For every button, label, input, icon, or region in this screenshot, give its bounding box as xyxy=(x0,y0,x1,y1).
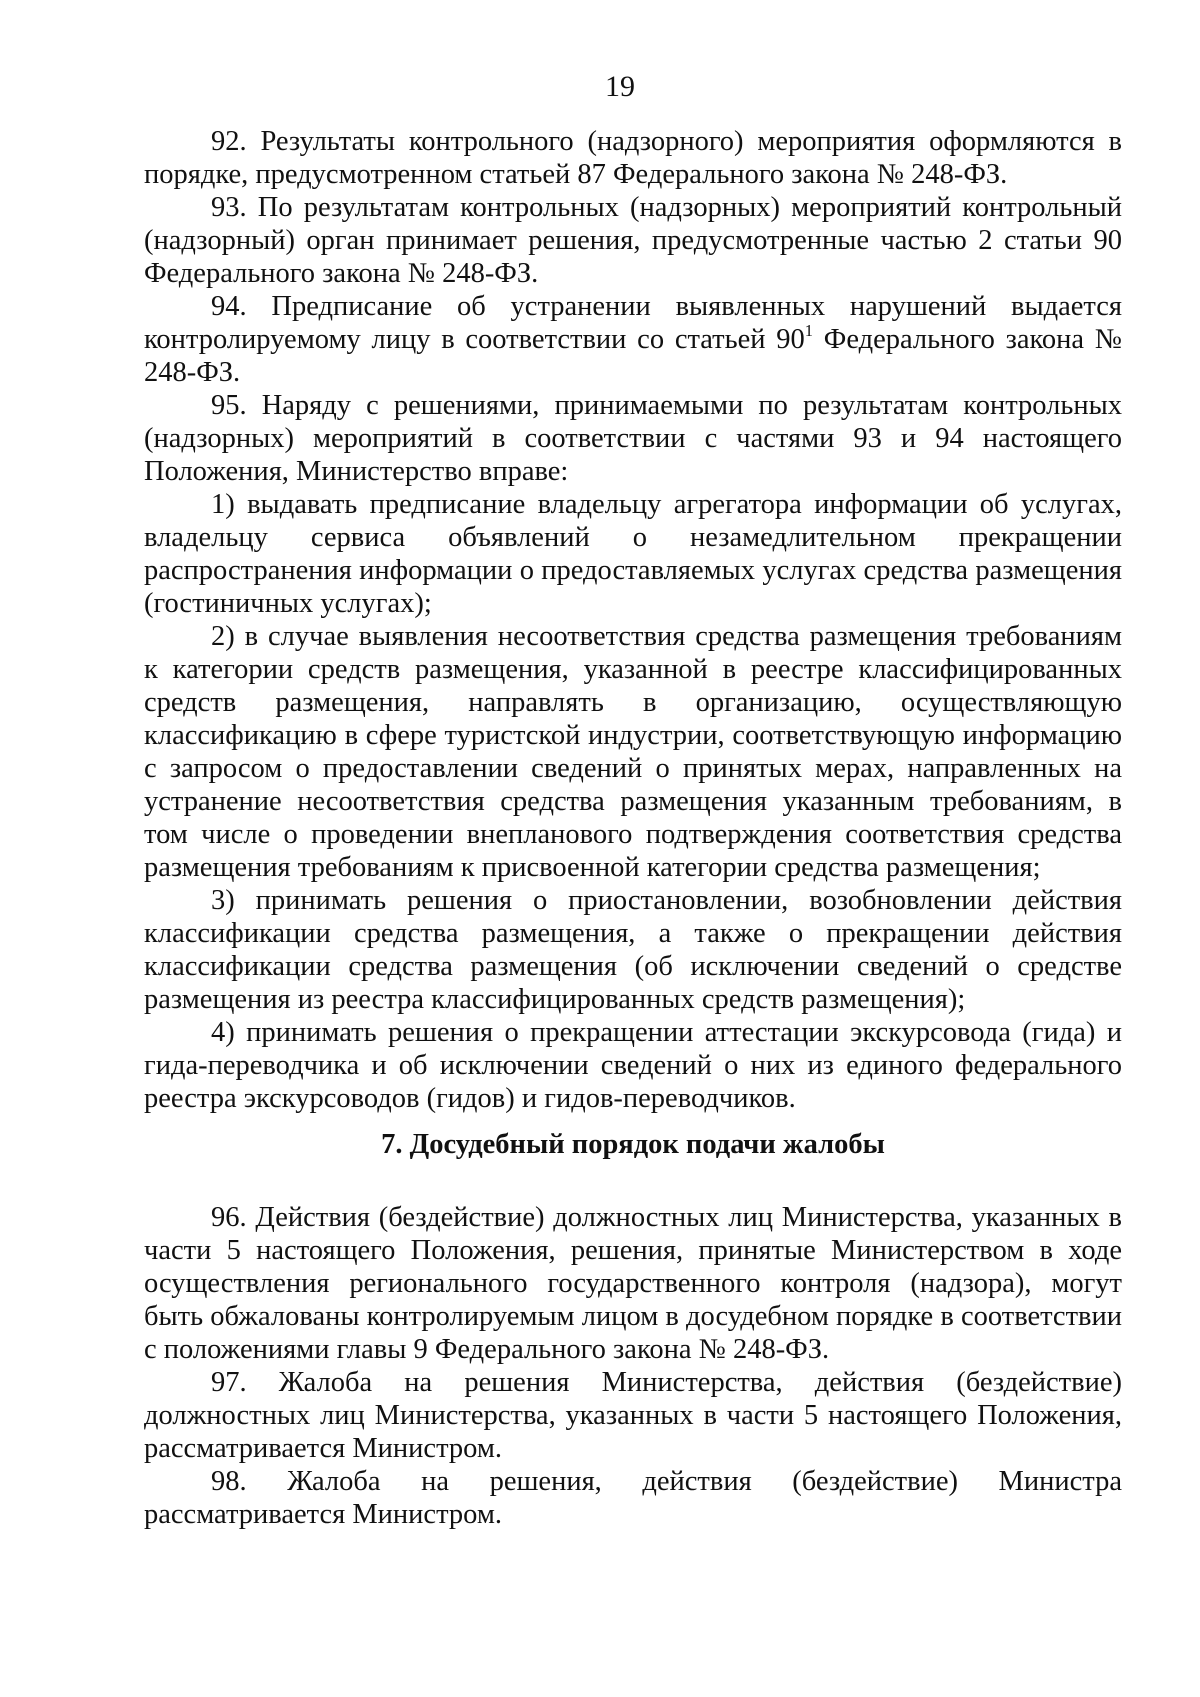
paragraph-94 xyxy=(144,290,1122,389)
paragraph-94-text-after: Федерального закона № 248-ФЗ. xyxy=(144,324,1122,388)
paragraph-95-item-2: 2) в случае выявления несоответствия средства размещения требованиям к категории средств размещения, указанной в реестре классифицированных средств размещения, направлять в организацию, осуществляющую классификацию в сфере туристской индустрии, соответствующую информацию с запросом о предоставлении сведений о принятых мерах, направленных на устранение несоответствия средства размещения указанным требованиям, в том числе о проведении внепланового подтверждения соответствия средства размещения требованиям к присвоенной категории средства размещения; xyxy=(144,621,1122,883)
body-text-bottom xyxy=(144,1201,1122,1531)
paragraph-95-item-1: 1) выдавать предписание владельцу агрегатора информации об услугах, владельцу сервиса объявлений о незамедлительном прекращении распространения информации о предоставляемых услугах средства размещения (гостиничных услугах); xyxy=(144,489,1122,619)
paragraph-96: 96. Действия (бездействие) должностных лиц Министерства, указанных в части 5 настоящего Положения, решения, принятые Министерством в ходе осуществления регионального государственного контроля (надзора), могут быть обжалованы контролируемым лицом в досудебном порядке в соответствии с положениями главы 9 Федерального закона № 248-ФЗ. xyxy=(144,1202,1122,1365)
section-heading: 7. Досудебный порядок подачи жалобы xyxy=(381,1129,885,1160)
page-number: 19 xyxy=(605,70,635,103)
paragraph-98: 98. Жалоба на решения, действия (бездействие) Министра рассматривается Министром. xyxy=(144,1466,1122,1530)
body-text-top xyxy=(144,125,1122,1115)
paragraph-92: 92. Результаты контрольного (надзорного) мероприятия оформляются в порядке, предусмотренном статьей 87 Федерального закона № 248-ФЗ. xyxy=(144,126,1122,190)
paragraph-94-superscript: 1 xyxy=(804,321,814,341)
paragraph-94-text-before: 94. Предписание об устранении выявленных нарушений выдается контролируемому лицу в соответствии со статьей 90 xyxy=(144,291,1122,355)
paragraph-95-item-3: 3) принимать решения о приостановлении, возобновлении действия классификации средства размещения, а также о прекращении действия классификации средства размещения (об исключении сведений о средстве размещения из реестра классифицированных средств размещения); xyxy=(144,885,1122,1015)
paragraph-97: 97. Жалоба на решения Министерства, действия (бездействие) должностных лиц Министерства, указанных в части 5 настоящего Положения, рассматривается Министром. xyxy=(144,1367,1122,1464)
paragraph-93: 93. По результатам контрольных (надзорных) мероприятий контрольный (надзорный) орган принимает решения, предусмотренные частью 2 статьи 90 Федерального закона № 248-ФЗ. xyxy=(144,192,1122,289)
paragraph-95: 95. Наряду с решениями, принимаемыми по результатам контрольных (надзорных) мероприятий в соответствии с частями 93 и 94 настоящего Положения, Министерство вправе: xyxy=(144,390,1122,487)
paragraph-95-item-4: 4) принимать решения о прекращении аттестации экскурсовода (гида) и гида-переводчика и об исключении сведений о них из единого федерального реестра экскурсоводов (гидов) и гидов-переводчиков. xyxy=(144,1017,1122,1114)
